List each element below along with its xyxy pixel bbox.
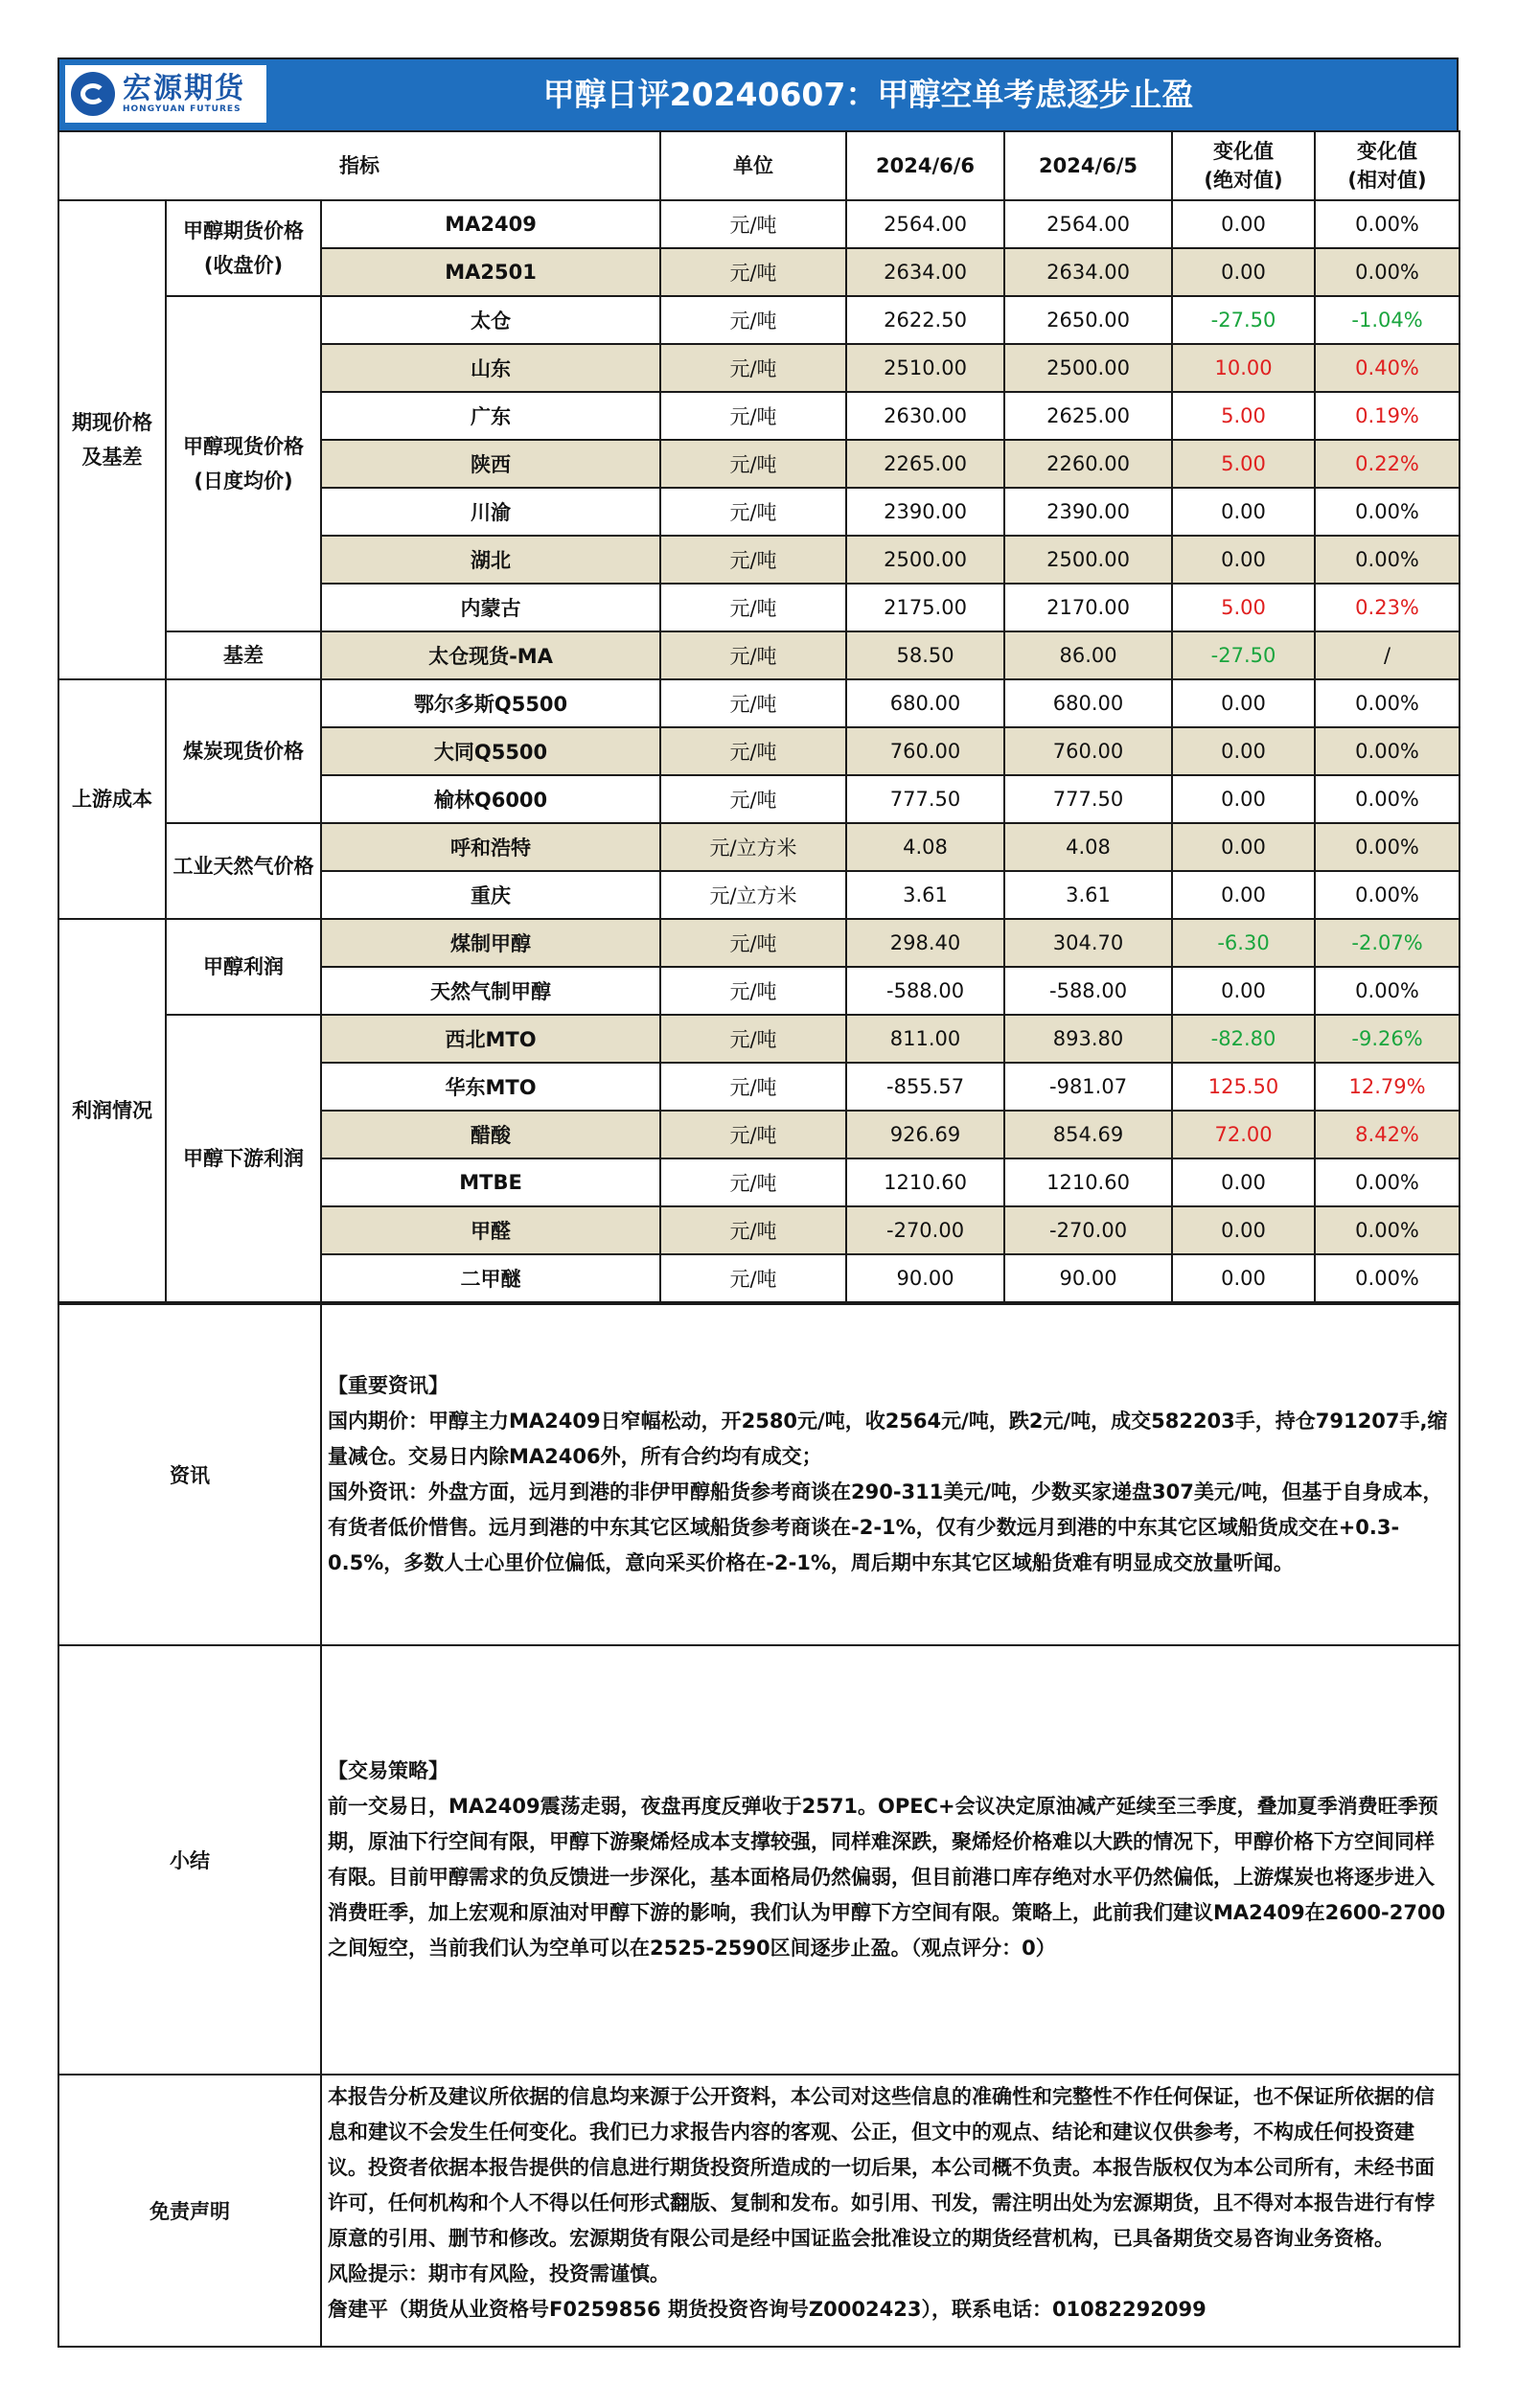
col-date2: 2024/6/5 (1004, 131, 1172, 200)
row-indicator: 呼和浩特 (321, 823, 660, 871)
table-row (58, 631, 1460, 679)
report-sheet (57, 57, 1459, 2348)
row-rel-change: 0.00% (1315, 200, 1460, 248)
news-body (321, 1304, 1460, 1645)
row-abs-change: 0.00 (1172, 1206, 1315, 1254)
group-profit: 利润情况 (58, 919, 166, 1302)
row-value-date2: 86.00 (1004, 631, 1172, 679)
row-indicator: 天然气制甲醇 (321, 967, 660, 1015)
row-rel-change: 0.00% (1315, 1158, 1460, 1206)
row-abs-change: 0.00 (1172, 248, 1315, 296)
row-indicator: 太仓 (321, 296, 660, 344)
row-abs-change: 0.00 (1172, 488, 1315, 536)
table-row (58, 823, 1460, 871)
row-rel-change: -9.26% (1315, 1015, 1460, 1063)
disclaimer-body (321, 2075, 1460, 2347)
row-value-date1: 58.50 (846, 631, 1004, 679)
news-row (58, 1304, 1460, 1645)
row-unit: 元/吨 (660, 679, 846, 727)
row-value-date2: -270.00 (1004, 1206, 1172, 1254)
row-rel-change: 0.00% (1315, 775, 1460, 823)
row-indicator: 大同Q5500 (321, 727, 660, 775)
row-value-date1: 2390.00 (846, 488, 1004, 536)
row-value-date1: 90.00 (846, 1254, 1004, 1302)
row-indicator: 榆林Q6000 (321, 775, 660, 823)
logo-en-text: HONGYUAN FUTURES (123, 104, 241, 114)
row-indicator: 陕西 (321, 440, 660, 488)
row-value-date2: 760.00 (1004, 727, 1172, 775)
row-rel-change: 8.42% (1315, 1111, 1460, 1158)
row-indicator: MA2409 (321, 200, 660, 248)
row-abs-change: 0.00 (1172, 679, 1315, 727)
row-value-date2: 854.69 (1004, 1111, 1172, 1158)
row-value-date2: 304.70 (1004, 919, 1172, 967)
row-indicator: 甲醛 (321, 1206, 660, 1254)
row-unit: 元/吨 (660, 1015, 846, 1063)
col-unit: 单位 (660, 131, 846, 200)
row-rel-change: 0.00% (1315, 536, 1460, 584)
disclaimer-row (58, 2075, 1460, 2347)
row-rel-change: 12.79% (1315, 1063, 1460, 1111)
news-domestic: 国内期价：甲醇主力MA2409日窄幅松动，开2580元/吨，收2564元/吨，跌2元/吨，成交582203手，持仓791207手,缩量减仓。交易日内除MA2406外，所有合约均有成交； (328, 1410, 1448, 1468)
row-value-date2: 2260.00 (1004, 440, 1172, 488)
sub-futures-price: 甲醇期货价格 (收盘价) (166, 200, 321, 296)
row-rel-change: 0.00% (1315, 1254, 1460, 1302)
row-indicator: 煤制甲醇 (321, 919, 660, 967)
row-rel-change: 0.00% (1315, 488, 1460, 536)
row-value-date1: 2175.00 (846, 584, 1004, 631)
row-abs-change: -82.80 (1172, 1015, 1315, 1063)
table-row (58, 200, 1460, 248)
sub-spot-price: 甲醇现货价格 (日度均价) (166, 296, 321, 631)
row-abs-change: 0.00 (1172, 823, 1315, 871)
row-rel-change: 0.00% (1315, 967, 1460, 1015)
sub-gas-price: 工业天然气价格 (166, 823, 321, 919)
row-unit: 元/吨 (660, 584, 846, 631)
row-value-date1: 2622.50 (846, 296, 1004, 344)
indicator-table (57, 130, 1460, 1303)
row-value-date2: 2564.00 (1004, 200, 1172, 248)
row-abs-change: 5.00 (1172, 392, 1315, 440)
row-rel-change: / (1315, 631, 1460, 679)
row-indicator: 广东 (321, 392, 660, 440)
row-value-date1: 680.00 (846, 679, 1004, 727)
row-rel-change: -1.04% (1315, 296, 1460, 344)
row-indicator: 华东MTO (321, 1063, 660, 1111)
row-unit: 元/立方米 (660, 823, 846, 871)
row-rel-change: 0.00% (1315, 823, 1460, 871)
title-bar (57, 57, 1459, 130)
row-value-date2: -588.00 (1004, 967, 1172, 1015)
row-unit: 元/吨 (660, 727, 846, 775)
group-upstream-cost: 上游成本 (58, 679, 166, 919)
row-unit: 元/吨 (660, 775, 846, 823)
row-value-date1: 2265.00 (846, 440, 1004, 488)
col-abs-change: 变化值 (绝对值) (1172, 131, 1315, 200)
row-value-date1: 298.40 (846, 919, 1004, 967)
row-value-date1: 2630.00 (846, 392, 1004, 440)
sub-basis: 基差 (166, 631, 321, 679)
row-unit: 元/吨 (660, 440, 846, 488)
row-unit: 元/吨 (660, 248, 846, 296)
row-rel-change: 0.00% (1315, 871, 1460, 919)
risk-warning: 风险提示：期市有风险，投资需谨慎。 (328, 2262, 670, 2285)
notes-table (57, 1303, 1460, 2348)
news-label: 资讯 (58, 1304, 321, 1645)
row-value-date2: 893.80 (1004, 1015, 1172, 1063)
table-row (58, 296, 1460, 344)
row-unit: 元/吨 (660, 1254, 846, 1302)
row-indicator: 内蒙古 (321, 584, 660, 631)
row-value-date2: 2390.00 (1004, 488, 1172, 536)
row-value-date1: 2564.00 (846, 200, 1004, 248)
row-value-date2: -981.07 (1004, 1063, 1172, 1111)
row-value-date1: 1210.60 (846, 1158, 1004, 1206)
table-row (58, 919, 1460, 967)
row-indicator: 西北MTO (321, 1015, 660, 1063)
row-value-date2: 1210.60 (1004, 1158, 1172, 1206)
sub-downstream-profit: 甲醇下游利润 (166, 1015, 321, 1302)
row-rel-change: 0.00% (1315, 679, 1460, 727)
row-unit: 元/吨 (660, 296, 846, 344)
row-abs-change: 0.00 (1172, 871, 1315, 919)
row-value-date1: 760.00 (846, 727, 1004, 775)
group-price-basis: 期现价格 及基差 (58, 200, 166, 679)
col-rel-change: 变化值 (相对值) (1315, 131, 1460, 200)
row-value-date2: 2634.00 (1004, 248, 1172, 296)
row-value-date2: 3.61 (1004, 871, 1172, 919)
row-value-date1: 811.00 (846, 1015, 1004, 1063)
row-value-date2: 2625.00 (1004, 392, 1172, 440)
row-indicator: 湖北 (321, 536, 660, 584)
row-value-date2: 680.00 (1004, 679, 1172, 727)
row-abs-change: 0.00 (1172, 775, 1315, 823)
row-unit: 元/立方米 (660, 871, 846, 919)
row-abs-change: 0.00 (1172, 200, 1315, 248)
row-abs-change: 0.00 (1172, 967, 1315, 1015)
row-indicator: 山东 (321, 344, 660, 392)
analyst-info: 詹建平（期货从业资格号F0259856 期货投资咨询号Z0002423），联系电话：01082292099 (328, 2298, 1207, 2321)
news-heading: 【重要资讯】 (328, 1374, 448, 1397)
row-value-date2: 2500.00 (1004, 344, 1172, 392)
row-abs-change: 5.00 (1172, 584, 1315, 631)
row-rel-change: 0.00% (1315, 248, 1460, 296)
summary-text: 前一交易日，MA2409震荡走弱，夜盘再度反弹收于2571。OPEC+会议决定原油减产延续至三季度，叠加夏季消费旺季预期，原油下行空间有限，甲醇下游聚烯烃成本支撑较强，同样难深跌，聚烯烃价格难以大跌的情况下，甲醇价格下方空间同样有限。目前甲醇需求的负反馈进一步深化，基本面格局仍然偏弱，但目前港口库存绝对水平仍然偏低，上游煤炭也将逐步进入消费旺季，加上宏观和原油对甲醇下游的影响，我们认为甲醇下方空间有限。策略上，此前我们建议MA2409在2600-2700之间短空，当前我们认为空单可以在2525-2590区间逐步止盈。（观点评分：0） (328, 1795, 1446, 1960)
row-rel-change: 0.40% (1315, 344, 1460, 392)
row-abs-change: -6.30 (1172, 919, 1315, 967)
news-foreign: 国外资讯：外盘方面，远月到港的非伊甲醇船货参考商谈在290-311美元/吨，少数买家递盘307美元/吨，但基于自身成本，有货者低价惜售。远月到港的中东其它区域船货参考商谈在-2-1%，仅有少数远月到港的中东其它区域船货成交在+0.3-0.5%，多数人士心里价位偏低，意向采买价格在-2-1%，周后期中东其它区域船货难有明显成交放量听闻。 (328, 1480, 1443, 1574)
table-row (58, 1015, 1460, 1063)
disclaimer-label: 免责声明 (58, 2075, 321, 2347)
row-value-date2: 2650.00 (1004, 296, 1172, 344)
row-rel-change: 0.23% (1315, 584, 1460, 631)
row-indicator: 醋酸 (321, 1111, 660, 1158)
row-rel-change: 0.00% (1315, 727, 1460, 775)
row-value-date1: -588.00 (846, 967, 1004, 1015)
row-abs-change: 72.00 (1172, 1111, 1315, 1158)
row-abs-change: 0.00 (1172, 1254, 1315, 1302)
row-value-date1: -270.00 (846, 1206, 1004, 1254)
row-value-date1: 2500.00 (846, 536, 1004, 584)
row-value-date1: 3.61 (846, 871, 1004, 919)
row-abs-change: -27.50 (1172, 631, 1315, 679)
row-rel-change: 0.00% (1315, 1206, 1460, 1254)
row-indicator: 重庆 (321, 871, 660, 919)
row-value-date1: 926.69 (846, 1111, 1004, 1158)
row-unit: 元/吨 (660, 200, 846, 248)
summary-label: 小结 (58, 1645, 321, 2075)
row-value-date2: 2170.00 (1004, 584, 1172, 631)
row-value-date2: 4.08 (1004, 823, 1172, 871)
row-value-date1: 2634.00 (846, 248, 1004, 296)
logo-cn-text: 宏源期货 (123, 72, 245, 105)
row-value-date2: 2500.00 (1004, 536, 1172, 584)
row-unit: 元/吨 (660, 1206, 846, 1254)
row-unit: 元/吨 (660, 631, 846, 679)
row-unit: 元/吨 (660, 392, 846, 440)
row-indicator: 鄂尔多斯Q5500 (321, 679, 660, 727)
summary-row (58, 1645, 1460, 2075)
row-rel-change: 0.19% (1315, 392, 1460, 440)
row-value-date1: 4.08 (846, 823, 1004, 871)
logo-mark-icon (71, 72, 115, 116)
row-unit: 元/吨 (660, 1063, 846, 1111)
row-unit: 元/吨 (660, 488, 846, 536)
row-indicator: 二甲醚 (321, 1254, 660, 1302)
report-title: 甲醇日评20240607：甲醇空单考虑逐步止盈 (542, 76, 1194, 113)
row-indicator: 川渝 (321, 488, 660, 536)
row-abs-change: 5.00 (1172, 440, 1315, 488)
row-abs-change: 10.00 (1172, 344, 1315, 392)
table-row (58, 679, 1460, 727)
row-value-date2: 777.50 (1004, 775, 1172, 823)
col-indicator: 指标 (58, 131, 660, 200)
row-abs-change: 0.00 (1172, 536, 1315, 584)
row-abs-change: -27.50 (1172, 296, 1315, 344)
table-header-row (58, 131, 1460, 200)
row-unit: 元/吨 (660, 536, 846, 584)
row-abs-change: 0.00 (1172, 1158, 1315, 1206)
company-logo (65, 65, 266, 123)
row-abs-change: 0.00 (1172, 727, 1315, 775)
row-unit: 元/吨 (660, 1158, 846, 1206)
disclaimer-text: 本报告分析及建议所依据的信息均来源于公开资料，本公司对这些信息的准确性和完整性不作任何保证，也不保证所依据的信息和建议不会发生任何变化。我们已力求报告内容的客观、公正，但文中的观点、结论和建议仅供参考，不构成任何投资建议。投资者依据本报告提供的信息进行期货投资所造成的一切后果，本公司概不负责。本报告版权仅为本公司所有，未经书面许可，任何机构和个人不得以任何形式翻版、复制和发布。如引用、刊发，需注明出处为宏源期货，且不得对本报告进行有悖原意的引用、删节和修改。宏源期货有限公司是经中国证监会批准设立的期货经营机构，已具备期货交易咨询业务资格。 (328, 2085, 1435, 2250)
sub-coal-price: 煤炭现货价格 (166, 679, 321, 823)
row-rel-change: 0.22% (1315, 440, 1460, 488)
row-indicator: MTBE (321, 1158, 660, 1206)
row-rel-change: -2.07% (1315, 919, 1460, 967)
col-date1: 2024/6/6 (846, 131, 1004, 200)
summary-heading: 【交易策略】 (328, 1759, 448, 1782)
row-unit: 元/吨 (660, 919, 846, 967)
row-unit: 元/吨 (660, 967, 846, 1015)
summary-body (321, 1645, 1460, 2075)
row-value-date1: -855.57 (846, 1063, 1004, 1111)
row-indicator: 太仓现货-MA (321, 631, 660, 679)
row-abs-change: 125.50 (1172, 1063, 1315, 1111)
sub-methanol-profit: 甲醇利润 (166, 919, 321, 1015)
row-value-date1: 777.50 (846, 775, 1004, 823)
row-value-date2: 90.00 (1004, 1254, 1172, 1302)
row-indicator: MA2501 (321, 248, 660, 296)
row-unit: 元/吨 (660, 1111, 846, 1158)
row-value-date1: 2510.00 (846, 344, 1004, 392)
row-unit: 元/吨 (660, 344, 846, 392)
